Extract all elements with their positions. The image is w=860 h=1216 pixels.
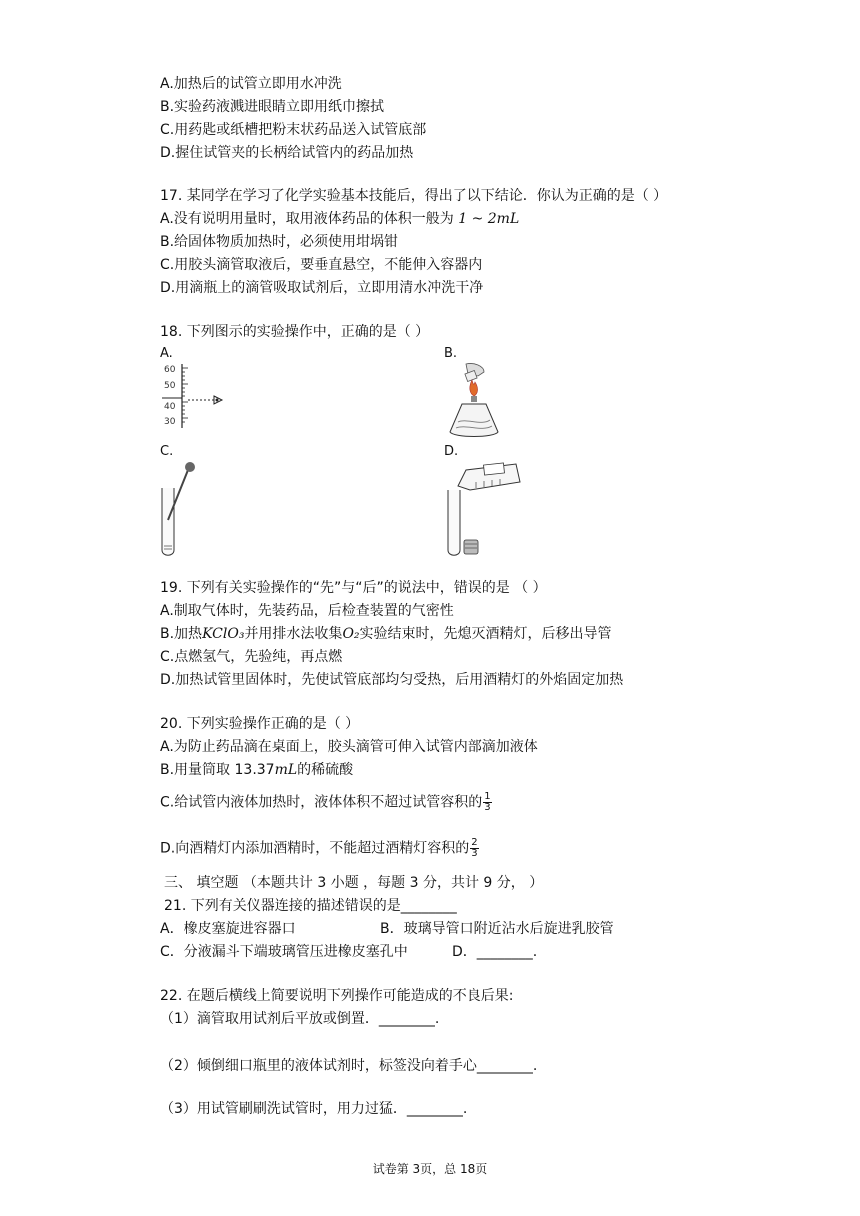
q20-option-d-fraction: [470, 838, 478, 859]
q20-option-b-unit: mL: [274, 762, 298, 778]
q22-item-1: （1）滴管取用试剂后平放或倒置．________.: [160, 1011, 440, 1027]
q18-label-d: D.: [444, 444, 459, 459]
pouring-liquid-figure: [444, 460, 524, 560]
q16-option-b: B.实验药液溅进眼睛立即用纸巾擦拭: [160, 99, 385, 115]
q19-option-d: D.加热试管里固体时，先使试管底部均匀受热，后用酒精灯的外焰固定加热: [160, 672, 624, 688]
fraction-denominator: 3: [484, 802, 491, 813]
cylinder-tick-30: 30: [164, 417, 176, 427]
q19-option-b-mid: 并用排水法收集: [244, 626, 343, 642]
fraction-denominator: 3: [471, 848, 478, 859]
q20-option-b: [160, 760, 353, 780]
q17-option-c: C.用胶头滴管取液后，要垂直悬空，不能伸入容器内: [160, 257, 483, 273]
q18-label-b: B.: [444, 346, 458, 361]
q22-item-2: （2）倾倒细口瓶里的液体试剂时，标签没向着手心________.: [160, 1058, 538, 1074]
q19-option-b-formula-kclo3: KClO₃: [202, 626, 245, 642]
q19-stem: 19. 下列有关实验操作的“先”与“后”的说法中，错误的是 （ ）: [160, 580, 547, 596]
cylinder-tick-40: 40: [164, 402, 176, 412]
q18-label-c: C.: [160, 444, 174, 459]
cylinder-tick-50: 50: [164, 381, 176, 391]
q20-option-b-pre: B.用量筒取 13.37: [160, 762, 275, 778]
q21-option-c: C．分液漏斗下端玻璃管压进橡皮塞孔中: [160, 944, 408, 960]
q16-option-d: D.握住试管夹的长柄给试管内的药品加热: [160, 145, 414, 161]
cylinder-tick-60: 60: [164, 365, 176, 375]
q20-option-d: [160, 838, 479, 859]
alcohol-lamp-figure: [444, 362, 504, 442]
q17-option-d: D.用滴瓶上的滴管吸取试剂后，立即用清水冲洗干净: [160, 280, 484, 296]
q21-option-b: B．玻璃导管口附近沾水后旋进乳胶管: [380, 921, 614, 937]
graduated-cylinder-figure: [160, 362, 230, 432]
dropper-test-tube-figure: [156, 460, 206, 560]
q19-option-b-post: 实验结束时，先熄灭酒精灯，后移出导管: [359, 626, 612, 642]
q20-option-c-text: C.给试管内液体加热时，液体体积不超过试管容积的: [160, 794, 483, 811]
q20-option-c-fraction: [483, 792, 491, 813]
q17-option-a-text: A.没有说明用量时，取用液体药品的体积一般为: [160, 211, 454, 227]
q17-option-b: B.给固体物质加热时，必须使用坩埚钳: [160, 234, 399, 250]
q21-stem: 21. 下列有关仪器连接的描述错误的是________: [164, 898, 457, 914]
q19-option-b: [160, 624, 612, 644]
q20-stem: 20. 下列实验操作正确的是（ ）: [160, 716, 360, 732]
fraction-numerator: 1: [484, 791, 491, 802]
page-footer: 试卷第 3页，总 18页: [372, 1162, 488, 1176]
q20-option-c: [160, 792, 492, 813]
q20-option-a: A.为防止药品滴在桌面上，胶头滴管可伸入试管内部滴加液体: [160, 739, 538, 755]
fraction-numerator: 2: [471, 837, 478, 848]
q20-option-b-post: 的稀硫酸: [297, 762, 354, 778]
q22-item-3: （3）用试管刷刷洗试管时，用力过猛．________.: [160, 1101, 468, 1117]
q22-stem: 22. 在题后横线上简要说明下列操作可能造成的不良后果:: [160, 988, 514, 1004]
q17-option-a-math: 1 ~ 2mL: [458, 211, 520, 227]
q19-option-c: C.点燃氢气，先验纯，再点燃: [160, 649, 343, 665]
q19-option-b-pre: B.加热: [160, 626, 203, 642]
q18-label-a: A.: [160, 346, 173, 361]
section-3-heading: 三、 填空题 （本题共计 3 小题 ，每题 3 分，共计 9 分， ）: [164, 875, 544, 891]
q18-stem: 18. 下列图示的实验操作中，正确的是（ ）: [160, 324, 430, 340]
q16-option-a: A.加热后的试管立即用水冲洗: [160, 76, 342, 92]
q20-option-d-text: D.向酒精灯内添加酒精时，不能超过酒精灯容积的: [160, 840, 470, 857]
q21-option-a: A．橡皮塞旋进容器口: [160, 921, 296, 937]
q17-option-a: [160, 209, 519, 229]
q16-option-c: C.用药匙或纸槽把粉末状药品送入试管底部: [160, 122, 427, 138]
q21-option-d: D．________.: [452, 944, 538, 960]
q19-option-a: A.制取气体时，先装药品，后检查装置的气密性: [160, 603, 454, 619]
q17-stem: 17. 某同学在学习了化学实验基本技能后，得出了以下结论．你认为正确的是（ ）: [160, 188, 668, 204]
q19-option-b-formula-o2: O₂: [342, 626, 360, 642]
